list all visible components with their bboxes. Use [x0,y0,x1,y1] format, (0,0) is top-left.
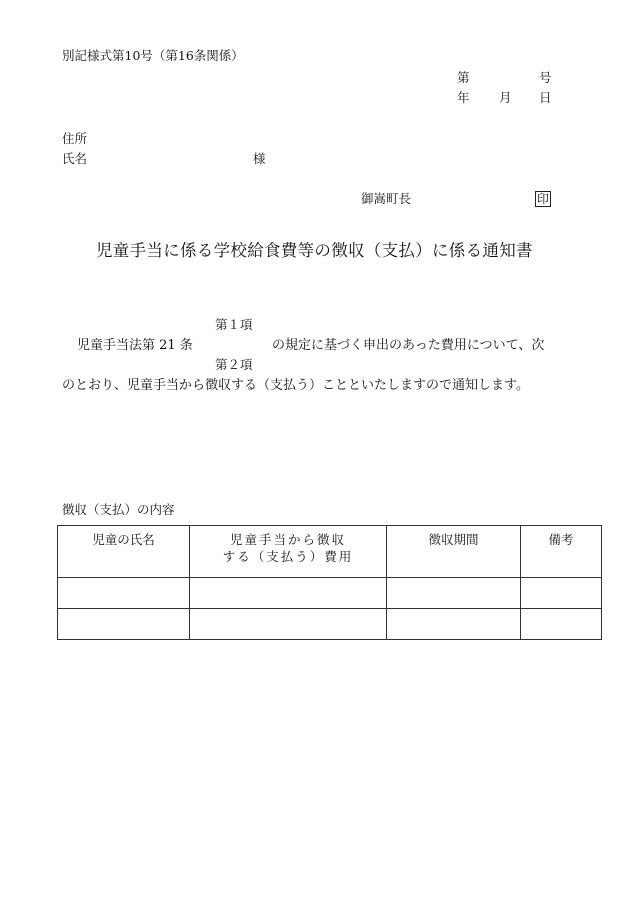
body-line1-start: 児童手当法第 21 条 [77,338,193,353]
issuer-title: 御嵩町長 [361,191,412,206]
date-day: 日 [539,90,552,105]
number-suffix: 号 [539,70,552,85]
cell-cost[interactable] [190,609,387,640]
table-header-row [58,526,602,578]
date-year: 年 [457,90,470,105]
col-cost [190,526,387,578]
body-line1-end: の規定に基づく申出のあった費用について、次 [272,338,545,353]
col-period: 徴収期間 [387,526,521,578]
address-label: 住所 [62,131,88,146]
cell-child-name[interactable] [58,578,190,609]
table-row [58,578,602,609]
seal-mark: 印 [537,192,550,206]
details-table [57,525,602,640]
clause-1: 第１項 [215,317,253,332]
cell-remarks[interactable] [521,578,602,609]
cell-child-name[interactable] [58,609,190,640]
form-number: 別記様式第10号（第16条関係） [62,48,244,63]
clause-2: 第２項 [215,357,253,372]
cell-cost[interactable] [190,578,387,609]
col-cost-line1: 児童手当から徴収 [229,532,346,547]
cell-remarks[interactable] [521,609,602,640]
document-title: 児童手当に係る学校給食費等の徴収（支払）に係る通知書 [96,241,533,260]
col-child-name: 児童の氏名 [58,526,190,578]
body-line2: のとおり、児童手当から徴収する（支払う）ことといたしますので通知します。 [62,378,529,393]
cell-period[interactable] [387,609,521,640]
table-row [58,609,602,640]
col-remarks: 備考 [521,526,602,578]
number-prefix: 第 [457,70,470,85]
section-label: 徴収（支払）の内容 [62,502,175,517]
cell-period[interactable] [387,578,521,609]
date-month: 月 [499,90,512,105]
col-cost-line2: する（支払う）費用 [222,549,354,564]
honorific: 様 [253,151,266,166]
name-label: 氏名 [62,151,88,166]
